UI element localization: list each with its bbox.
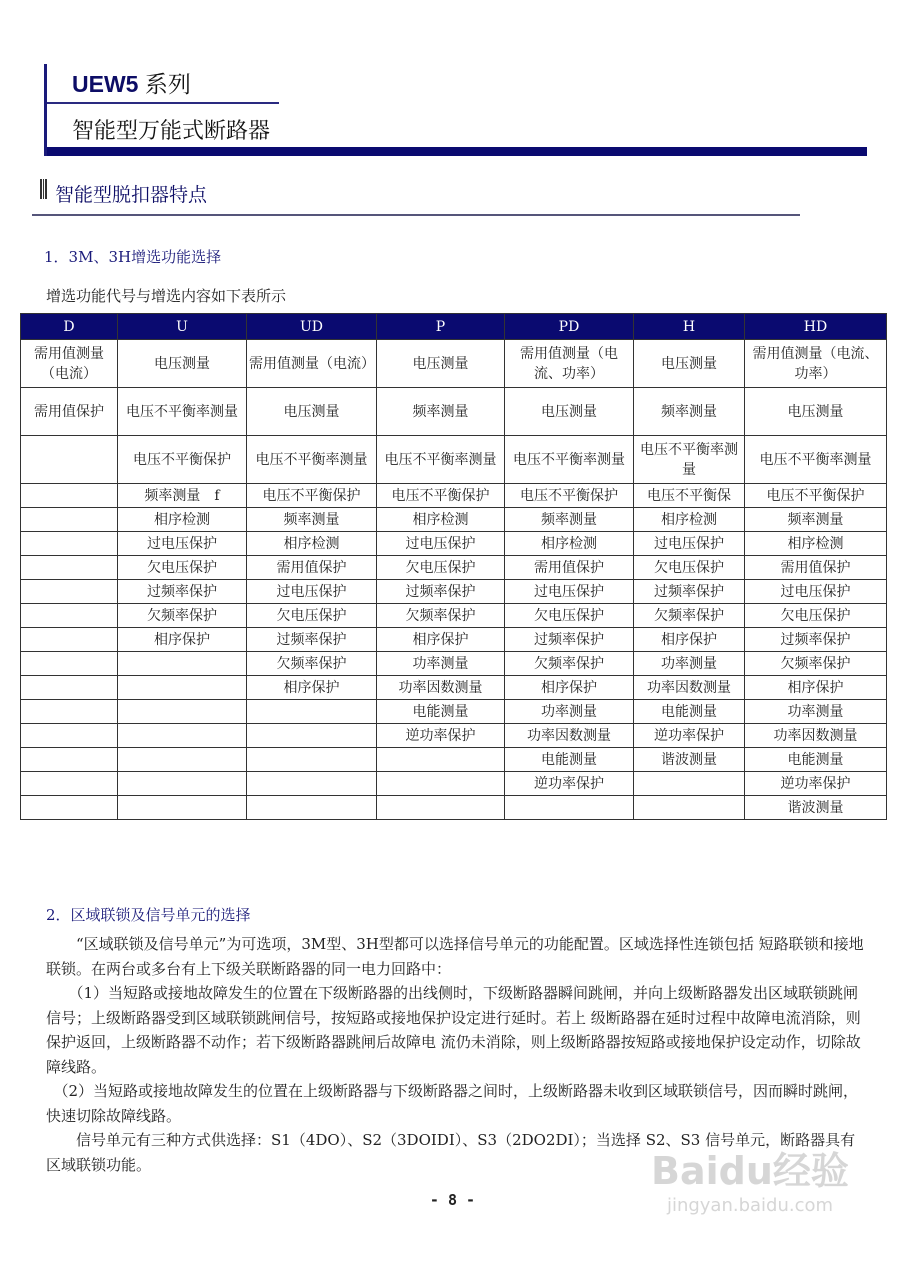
header-band	[47, 147, 867, 156]
table-cell	[505, 796, 634, 820]
table-cell: 电压不平衡率测量	[634, 436, 745, 484]
table-cell: 欠电压保护	[745, 604, 887, 628]
table-cell: 功率因数测量	[745, 724, 887, 748]
table-cell: 欠频率保护	[745, 652, 887, 676]
watermark-logo-text: Baidu经验	[651, 1149, 849, 1193]
table-cell: 谐波测量	[634, 748, 745, 772]
table-cell: 频率测量	[634, 388, 745, 436]
table-cell: 电压测量	[745, 388, 887, 436]
table-cell: 电压不平衡保护	[745, 484, 887, 508]
table-cell: 过电压保护	[634, 532, 745, 556]
table-cell: 频率测量	[247, 508, 377, 532]
table-cell: 逆功率保护	[634, 724, 745, 748]
table-cell: 逆功率保护	[377, 724, 505, 748]
paragraph: “区域联锁及信号单元”为可选项，3M型、3H型都可以选择信号单元的功能配置。区域选择性连锁包括 短路联锁和接地联锁。在两台或多台有上下级关联断路器的同一电力回路中：	[46, 935, 864, 978]
table-row	[21, 724, 887, 748]
table-cell	[634, 772, 745, 796]
section-marker-icon	[40, 179, 47, 199]
table-cell: 频率测量	[377, 388, 505, 436]
options-table	[20, 313, 887, 820]
table-cell: 过电压保护	[745, 580, 887, 604]
table-cell: 欠频率保护	[634, 604, 745, 628]
table-cell: 电压不平衡率测量	[745, 436, 887, 484]
header-divider	[47, 102, 279, 104]
column-header-pd: PD	[505, 314, 634, 340]
table-cell: 电压不平衡率测量	[118, 388, 247, 436]
table-cell: 过电压保护	[247, 580, 377, 604]
table-row	[21, 556, 887, 580]
table-row	[21, 388, 887, 436]
table-cell: 电能测量	[634, 700, 745, 724]
watermark-url: jingyan.baidu.com	[666, 1195, 834, 1216]
table-cell: 功率测量	[745, 700, 887, 724]
header-vertical-rule	[44, 64, 47, 156]
table-cell	[118, 796, 247, 820]
table-cell	[247, 748, 377, 772]
table-cell: 相序保护	[377, 628, 505, 652]
table-cell: 电压不平衡保护	[505, 484, 634, 508]
table-cell: 功率因数测量	[377, 676, 505, 700]
table-cell	[247, 700, 377, 724]
table-row	[21, 772, 887, 796]
column-header-u: U	[118, 314, 247, 340]
table-row	[21, 652, 887, 676]
table-cell	[377, 796, 505, 820]
table-cell	[118, 772, 247, 796]
table-cell: 相序保护	[745, 676, 887, 700]
section-divider	[32, 214, 800, 216]
table-cell: 逆功率保护	[505, 772, 634, 796]
column-header-d: D	[21, 314, 118, 340]
table-cell: 欠电压保护	[118, 556, 247, 580]
table-cell: 需用值测量（电流）	[247, 340, 377, 388]
table-cell: 相序保护	[505, 676, 634, 700]
table-cell: 相序保护	[247, 676, 377, 700]
table-cell	[247, 772, 377, 796]
table-row	[21, 748, 887, 772]
table-cell: 电压测量	[247, 388, 377, 436]
table-cell: 电压不平衡保护	[118, 436, 247, 484]
paragraph: 信号单元有三种方式供选择：S1（4DO）、S2（3DOIDI）、S3（2DO2DI）；当选择 S2、S3 信号单元，断路器具有区域联锁功能。	[46, 1131, 856, 1174]
table-cell: 电压不平衡保护	[377, 484, 505, 508]
table-cell: 相序检测	[118, 508, 247, 532]
table-cell: 电压测量	[118, 340, 247, 388]
table-cell: 功率因数测量	[634, 676, 745, 700]
table-cell: 电能测量	[745, 748, 887, 772]
table-cell: 相序检测	[377, 508, 505, 532]
table-cell: 相序检测	[634, 508, 745, 532]
subsection-1-heading: 1．3M、3H增选功能选择	[44, 248, 222, 266]
table-cell: 过电压保护	[377, 532, 505, 556]
table-cell: 电压测量	[505, 388, 634, 436]
table-cell	[21, 628, 118, 652]
table-cell: 谐波测量	[745, 796, 887, 820]
table-cell: 欠频率保护	[377, 604, 505, 628]
paragraph: （2）当短路或接地故障发生的位置在上级断路器与下级断路器之间时，上级断路器未收到区域联锁信号，因而瞬时跳闸，快速切除故障线路。	[46, 1082, 859, 1125]
table-cell: 欠电压保护	[377, 556, 505, 580]
table-cell: 欠频率保护	[505, 652, 634, 676]
table-row	[21, 508, 887, 532]
table-cell: 过频率保护	[118, 580, 247, 604]
table-cell	[118, 748, 247, 772]
table-cell: 频率测量	[505, 508, 634, 532]
table-row	[21, 700, 887, 724]
table-cell	[634, 796, 745, 820]
table-cell	[21, 532, 118, 556]
table-cell: 电能测量	[505, 748, 634, 772]
table-cell: 过频率保护	[505, 628, 634, 652]
table-cell: 功率测量	[634, 652, 745, 676]
table-cell: 频率测量 f	[118, 484, 247, 508]
table-cell: 需用值测量（电流、功率）	[505, 340, 634, 388]
table-cell: 逆功率保护	[745, 772, 887, 796]
section-title: 智能型脱扣器特点	[55, 184, 208, 206]
table-cell	[21, 604, 118, 628]
table-cell: 电压测量	[377, 340, 505, 388]
product-title: 智能型万能式断路器	[72, 119, 271, 144]
table-cell: 需用值测量（电流）	[21, 340, 118, 388]
table-cell	[247, 796, 377, 820]
table-cell: 过频率保护	[377, 580, 505, 604]
table-cell: 需用值保护	[21, 388, 118, 436]
table-cell	[21, 724, 118, 748]
table-cell: 电能测量	[377, 700, 505, 724]
table-row	[21, 436, 887, 484]
subsection-2-heading: 2．区域联锁及信号单元的选择	[46, 906, 251, 924]
table-cell: 电压测量	[634, 340, 745, 388]
paragraph: （1）当短路或接地故障发生的位置在下级断路器的出线侧时，下级断路器瞬间跳闸，并向上级断路器发出区域联锁跳闸信号；上级断路器受到区域联锁跳闸信号，按短路或接地保护设定进行延时。若上 级断路器在延时过程中故障电流消除，则保护返回，上级断路器不动作；若下级断路器跳闸后故障电 流仍未消除，则上级断路器按短路或接地保护设定动作，切除故障线路。	[46, 984, 861, 1076]
table-cell: 电压不平衡率测量	[505, 436, 634, 484]
table-cell: 需用值保护	[745, 556, 887, 580]
table-cell: 相序保护	[634, 628, 745, 652]
table-cell	[377, 748, 505, 772]
table-cell: 欠频率保护	[118, 604, 247, 628]
column-header-hd: HD	[745, 314, 887, 340]
table-cell: 功率测量	[377, 652, 505, 676]
table-row	[21, 676, 887, 700]
table-row	[21, 580, 887, 604]
table-cell	[247, 724, 377, 748]
series-suffix: 系列	[144, 71, 191, 97]
table-cell	[21, 772, 118, 796]
table-cell: 相序检测	[745, 532, 887, 556]
table-cell	[118, 700, 247, 724]
table-row	[21, 604, 887, 628]
table-cell: 需用值保护	[247, 556, 377, 580]
table-cell	[21, 580, 118, 604]
table-cell: 相序检测	[505, 532, 634, 556]
table-row	[21, 484, 887, 508]
table-cell: 电压不平衡率测量	[247, 436, 377, 484]
series-code: UEW5	[72, 71, 139, 97]
table-cell: 电压不平衡保	[634, 484, 745, 508]
table-row	[21, 532, 887, 556]
table-cell	[118, 652, 247, 676]
table-row	[21, 628, 887, 652]
table-cell: 过电压保护	[118, 532, 247, 556]
table-cell	[21, 484, 118, 508]
column-header-h: H	[634, 314, 745, 340]
table-cell	[377, 772, 505, 796]
table-cell: 功率测量	[505, 700, 634, 724]
table-cell	[118, 676, 247, 700]
table-cell	[21, 508, 118, 532]
watermark-logo	[640, 1140, 860, 1216]
table-cell	[21, 796, 118, 820]
table-row	[21, 796, 887, 820]
table-intro: 增选功能代号与增选内容如下表所示	[46, 287, 287, 305]
table-cell: 频率测量	[745, 508, 887, 532]
table-header-row	[21, 314, 887, 340]
series-title	[72, 66, 191, 99]
table-cell: 过频率保护	[745, 628, 887, 652]
table-cell: 过电压保护	[505, 580, 634, 604]
table-cell: 电压不平衡保护	[247, 484, 377, 508]
table-cell: 欠电压保护	[634, 556, 745, 580]
table-cell: 过频率保护	[634, 580, 745, 604]
column-header-p: P	[377, 314, 505, 340]
column-header-ud: UD	[247, 314, 377, 340]
table-cell: 需用值保护	[505, 556, 634, 580]
table-cell	[21, 652, 118, 676]
table-cell: 相序检测	[247, 532, 377, 556]
table-row	[21, 340, 887, 388]
table-cell: 需用值测量（电流、功率）	[745, 340, 887, 388]
table-cell	[21, 676, 118, 700]
table-cell: 欠电压保护	[505, 604, 634, 628]
table-cell	[21, 436, 118, 484]
table-cell: 相序保护	[118, 628, 247, 652]
table-cell	[21, 556, 118, 580]
page-number: - 8 -	[429, 1191, 476, 1209]
table-cell: 功率因数测量	[505, 724, 634, 748]
table-cell: 欠电压保护	[247, 604, 377, 628]
table-cell: 过频率保护	[247, 628, 377, 652]
table-cell	[118, 724, 247, 748]
table-cell: 电压不平衡率测量	[377, 436, 505, 484]
table-cell: 欠频率保护	[247, 652, 377, 676]
table-cell	[21, 748, 118, 772]
table-cell	[21, 700, 118, 724]
